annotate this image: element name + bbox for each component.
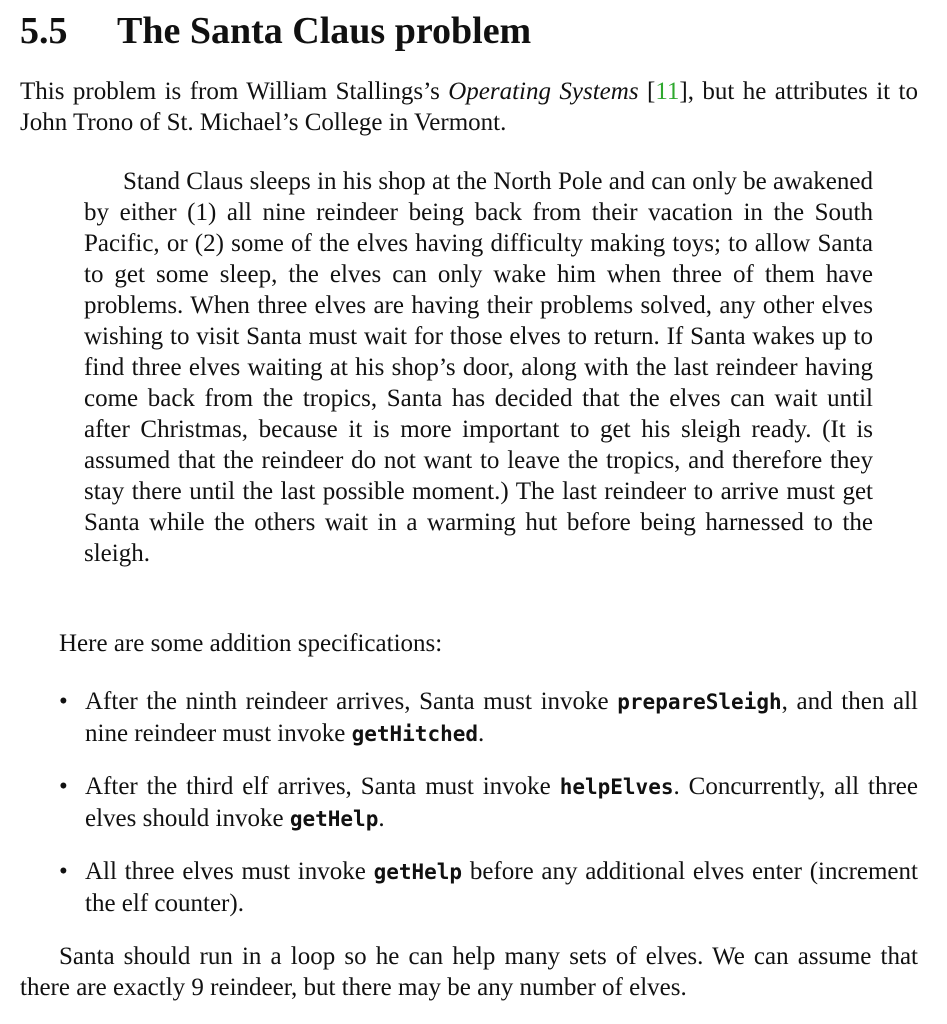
section-heading	[20, 8, 531, 54]
code-identifier: getHitched	[351, 722, 479, 746]
bullet-icon: •	[59, 858, 68, 885]
list-item	[59, 686, 918, 750]
bullet-icon: •	[59, 773, 68, 800]
spec-text: After the ninth reindeer arrives, Santa must invoke	[85, 688, 618, 715]
code-identifier: getHelp	[289, 807, 379, 831]
spec-text: , and then all nine reindeer must invoke	[85, 688, 918, 747]
list-item	[59, 771, 918, 835]
list-item	[59, 856, 918, 920]
problem-quote: Stand Claus sleeps in his shop at the North Pole and can only be awakened by either (1) all nine reindeer being back from their vacation in the South Pacific, or (2) some of the elves having difficulty making toys; to allow Santa to get some sleep, the elves can only wake him when three of them have problems. When three elves are having their problems solved, any other elves wishing to visit Santa must wait for those elves to return. If Santa wakes up to find three elves waiting at his shop’s door, along with the last reindeer having come back from the tropics, Santa has decided that the elves can wait until after Christmas, because it is more important to get his sleigh ready. (It is assumed that the reindeer do not want to leave the tropics, and therefore they stay there until the last possible moment.) The last reindeer to arrive must get Santa while the others wait in a warming hut before being harnessed to the sleigh.	[84, 168, 873, 567]
intro-text-end: , but he attributes it to John Trono of St. Michael’s College in Vermont.	[20, 78, 918, 136]
spec-text: before any additional elves enter (increment the elf counter).	[85, 858, 918, 917]
spec-text: .	[378, 805, 385, 832]
book-title: Operating Systems	[448, 78, 639, 105]
code-identifier: prepareSleigh	[617, 690, 782, 714]
spec-list	[59, 686, 918, 941]
spec-text: All three elves must invoke	[85, 858, 374, 885]
section-title: The Santa Claus problem	[117, 10, 532, 52]
bullet-icon: •	[59, 688, 68, 715]
spec-text: . Concurrently, all three elves should invoke	[85, 773, 918, 832]
code-identifier: helpElves	[559, 775, 674, 799]
code-identifier: getHelp	[373, 860, 463, 884]
section-number: 5.5	[20, 10, 68, 52]
intro-paragraph: This problem is from William Stallings’s Operating Systems [11], but he attributes it to John Trono of St. Michael’s College in Vermont.	[20, 78, 918, 136]
specs-intro: Here are some addition specifications:	[59, 630, 443, 657]
spec-text: .	[478, 720, 485, 747]
intro-text-start: This problem is from William Stallings’s	[20, 78, 449, 105]
closing-paragraph: Santa should run in a loop so he can help many sets of elves. We can assume that there are exactly 9 reindeer, but there may be any number of elves.	[20, 943, 918, 1001]
citation-link[interactable]: 11	[655, 78, 680, 105]
spec-text: After the third elf arrives, Santa must invoke	[85, 773, 560, 800]
